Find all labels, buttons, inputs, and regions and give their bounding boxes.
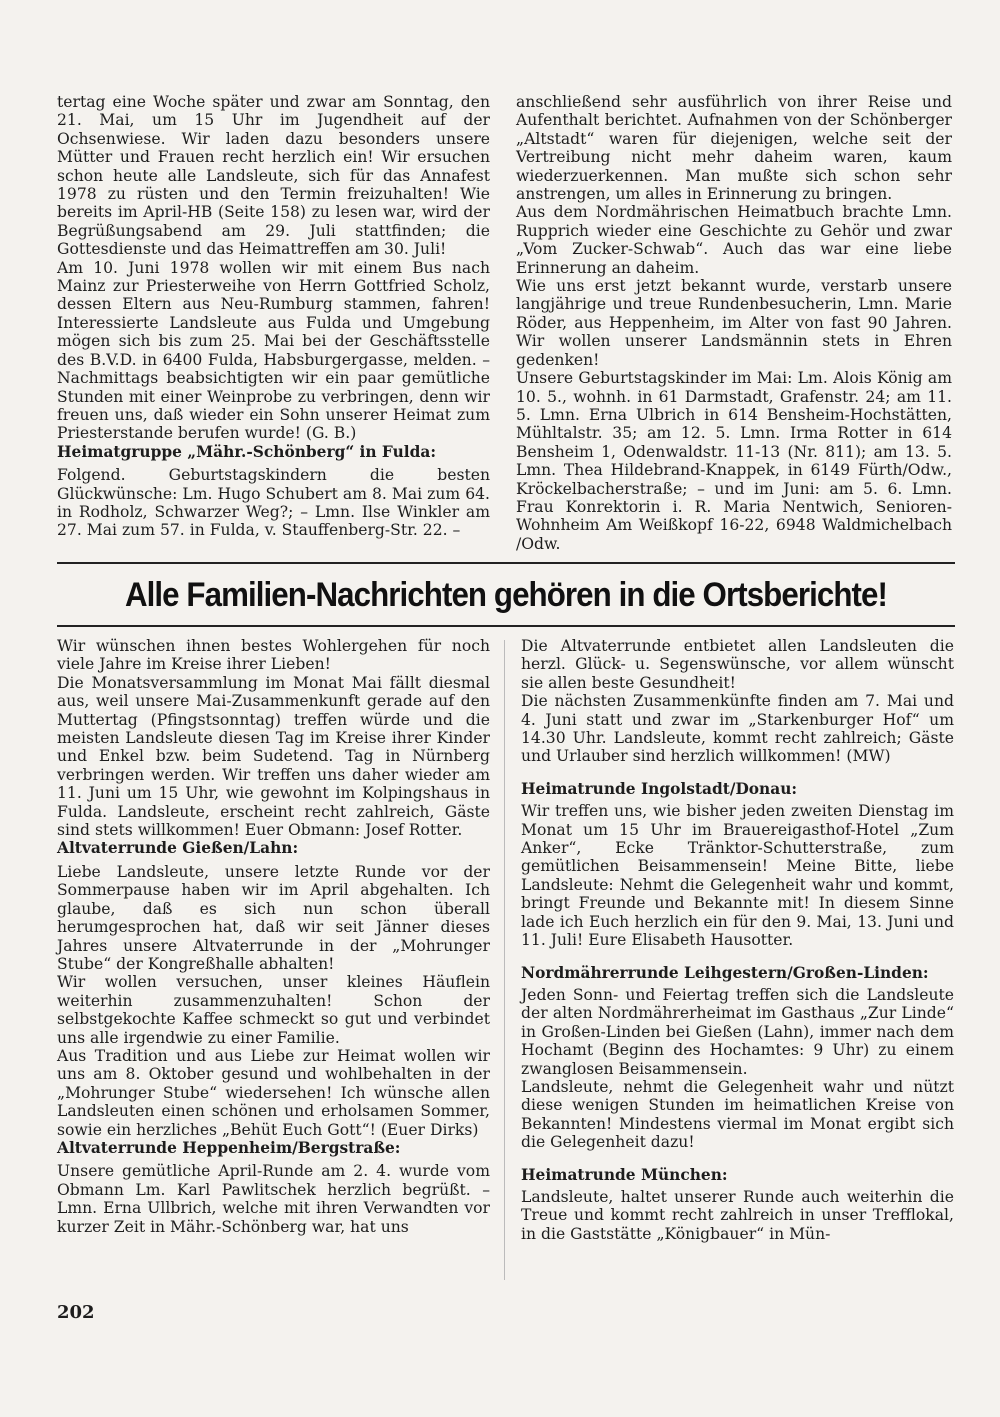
banner-rule-top bbox=[57, 562, 955, 564]
section-heading: Heimatrunde München: bbox=[521, 1165, 728, 1184]
article-paragraph: Die Altvaterrunde entbietet allen Landsleuten die herzl. Glück- u. Segenswünsche, vor allem wünscht sie allen beste Gesundheit! bbox=[521, 637, 954, 692]
article-paragraph: Wir wünschen ihnen bestes Wohlergehen für noch viele Jahre im Kreise ihrer Lieben! bbox=[57, 637, 490, 674]
article-paragraph: Unsere gemütliche April-Runde am 2. 4. wurde vom Obmann Lm. Karl Pawlitschek herzlich begrüßt. – Lmn. Erna Ullbrich, welche mit ihren Verwandten vor kurzer Zeit in Mähr.-Schönberg war, hat uns bbox=[57, 1162, 490, 1236]
article-paragraph: Landsleute, haltet unserer Runde auch weiterhin die Treue und kommt recht zahlreich in unser Trefflokal, in die Gaststätte „Königbauer“ in Mün- bbox=[521, 1187, 954, 1243]
top-left-column bbox=[57, 93, 490, 540]
article-paragraph: Wir treffen uns, wie bisher jeden zweiten Dienstag im Monat um 15 Uhr im Brauereigasthof-Hotel „Zum Anker“, Ecke Tränktor-Schutterstraße, zum gemütlichen Beisammensein! Meine Bitte, liebe Landsleute: Nehmt die Gelegenheit wahr und kommt, bringt Freunde und Bekannte mit! In diesem Sinne lade ich Euch herzlich ein für den 9. Mai, 13. Juni und 11. Juli! Eure Elisabeth Hausotter. bbox=[521, 802, 954, 950]
bottom-right-column bbox=[521, 637, 954, 1243]
section-heading: Heimatgruppe „Mähr.-Schönberg“ in Fulda: bbox=[57, 442, 437, 461]
article-paragraph: Jeden Sonn- und Feiertag treffen sich die Landsleute der alten Nordmährerheimat im Gasthaus „Zur Linde“ in Großen-Linden bei Gießen (Lahn), immer nach dem Hochamt (Beginn des Hochamtes: 9 Uhr) zu einem zwanglosen Beisammensein. bbox=[521, 985, 954, 1078]
article-paragraph: Aus dem Nordmährischen Heimatbuch brachte Lmn. Rupprich wieder eine Geschichte zu Gehör und zwar „Vom Zucker-Schwab“. Auch das war eine liebe Erinnerung an daheim. bbox=[516, 203, 952, 277]
section-heading: Altvaterrunde Gießen/Lahn: bbox=[57, 839, 299, 858]
article-paragraph: Unsere Geburtstagskinder im Mai: Lm. Alois König am 10. 5., wohnh. in 61 Darmstadt, Grafenstr. 24; am 11. 5. Lmn. Erna Ulbrich in 614 Bensheim-Hochstätten, Mühltalstr. 35; am 12. 5. Lmn. Irma Rotter in 614 Bensheim 1, Odenwaldstr. 11-13 (Nr. 811); am 13. 5. Lmn. Thea Hildebrand-Knappek, in 6149 Fürth/Odw., Kröckelbacherstraße; – und im Juni: am 5. 6. Lmn. Frau Konrektorin i. R. Maria Nentwich, Senioren-Wohnheim Am Weißkopf 16-22, 6948 Waldmichelbach /Odw. bbox=[516, 369, 952, 553]
banner-headline: Alle Familien-Nachrichten gehören in die Ortsberichte! bbox=[124, 576, 888, 614]
article-paragraph: Die nächsten Zusammenkünfte finden am 7. Mai und 4. Juni statt und zwar im „Starkenburger Hof“ um 14.30 Uhr. Landsleute, kommt recht zahlreich; Gäste und Urlauber sind herzlich willkommen! (MW) bbox=[521, 692, 954, 766]
article-paragraph: Wir wollen versuchen, unser kleines Häuflein weiterhin zusammenzuhalten! Schon der selbstgekochte Kaffee schmeckt so gut und verbindet uns alle irgendwie zu einer Familie. bbox=[57, 973, 490, 1047]
article-paragraph: Am 10. Juni 1978 wollen wir mit einem Bus nach Mainz zur Priesterweihe von Herrn Gottfried Scholz, dessen Eltern aus Neu-Rumburg stammen, fahren! Interessierte Landsleute aus Fulda und Umgebung mögen sich bis zum 25. Mai bei der Geschäftsstelle des B.V.D. in 6400 Fulda, Habsburgergasse, melden. – Nachmittags beabsichtigten wir ein paar gemütliche Stunden mit einer Weinprobe zu verbringen, denn wir freuen uns, daß wieder ein Sohn unserer Heimat zum Priesterstande berufen wurde! (G. B.) bbox=[57, 258, 490, 443]
section-heading: Heimatrunde Ingolstadt/Donau: bbox=[521, 779, 798, 798]
section-heading: Nordmährerrunde Leihgestern/Großen-Linden: bbox=[521, 963, 929, 982]
section-heading: Altvaterrunde Heppenheim/Bergstraße: bbox=[57, 1138, 401, 1157]
page-number: 202 bbox=[57, 1302, 95, 1323]
article-paragraph: anschließend sehr ausführlich von ihrer Reise und Aufenthalt berichtet. Aufnahmen von der Schönberger „Altstadt“ waren für diejenigen, welche seit der Vertreibung nicht mehr daheim waren, kaum wiederzuerkennen. Man mußte sich schon sehr anstrengen, um alles in Erinnerung zu bringen. bbox=[516, 93, 952, 204]
article-paragraph: Wie uns erst jetzt bekannt wurde, verstarb unsere langjährige und treue Rundenbesucherin, Lmn. Marie Röder, aus Heppenheim, im Alter von fast 90 Jahren. Wir wollen unserer Landsmännin stets in Ehren gedenken! bbox=[516, 277, 952, 369]
top-right-column bbox=[516, 93, 952, 553]
article-paragraph: Liebe Landsleute, unsere letzte Runde vor der Sommerpause haben wir im April abgehalten. Ich glaube, daß es sich nun schon überall herumgesprochen hat, daß wir seit Jänner dieses Jahres unsere Altvaterrunde in der „Mohrunger Stube“ der Kongreßhalle abhalten! bbox=[57, 862, 490, 973]
article-paragraph: Aus Tradition und aus Liebe zur Heimat wollen wir uns am 8. Oktober gesund und wohlbehalten in der „Mohrunger Stube“ wiedersehen! Ich wünsche allen Landsleuten einen schönen und erholsamen Sommer, sowie ein herzliches „Behüt Euch Gott“! (Euer Dirks) bbox=[57, 1046, 490, 1139]
article-paragraph: tertag eine Woche später und zwar am Sonntag, den 21. Mai, um 15 Uhr im Jugendheit auf der Ochsenwiese. Wir laden dazu besonders unsere Mütter und Frauen recht herzlich ein! Wir ersuchen schon heute alle Landsleute, sich für das Annafest 1978 zu rüsten und den Termin freizuhalten! Wie bereits im April-HB (Seite 158) zu lesen war, wird der Begrüßungsabend am 29. Juli stattfinden; die Gottesdienste und das Heimattreffen am 30. Juli! bbox=[57, 93, 490, 259]
banner-rule-bottom bbox=[57, 625, 955, 627]
bottom-left-column bbox=[57, 637, 490, 1236]
column-divider bbox=[504, 640, 505, 1280]
article-paragraph: Landsleute, nehmt die Gelegenheit wahr und nützt diese wenigen Stunden im heimatlichen Kreise von Bekannten! Mindestens viermal im Monat ergibt sich die Gelegenheit dazu! bbox=[521, 1077, 954, 1152]
article-paragraph: Die Monatsversammlung im Monat Mai fällt diesmal aus, weil unsere Mai-Zusammenkunft gerade auf den Muttertag (Pfingstsonntag) treffen würde und die meisten Landsleute diesen Tag im Kreise ihrer Kinder und Enkel bzw. beim Sudetend. Tag in Nürnberg verbringen werden. Wir treffen uns daher wieder am 11. Juni um 15 Uhr, wie gewohnt im Kolpingshaus in Fulda. Landsleute, erscheint recht zahlreich, Gäste sind stets willkommen! Euer Obmann: Josef Rotter. bbox=[57, 673, 490, 840]
article-paragraph: Folgend. Geburtstagskindern die besten Glückwünsche: Lm. Hugo Schubert am 8. Mai zum 64. in Rodholz, Schwarzer Weg?; – Lmn. Ilse Winkler am 27. Mai zum 57. in Fulda, v. Stauffenberg-Str. 22. – bbox=[57, 466, 490, 540]
